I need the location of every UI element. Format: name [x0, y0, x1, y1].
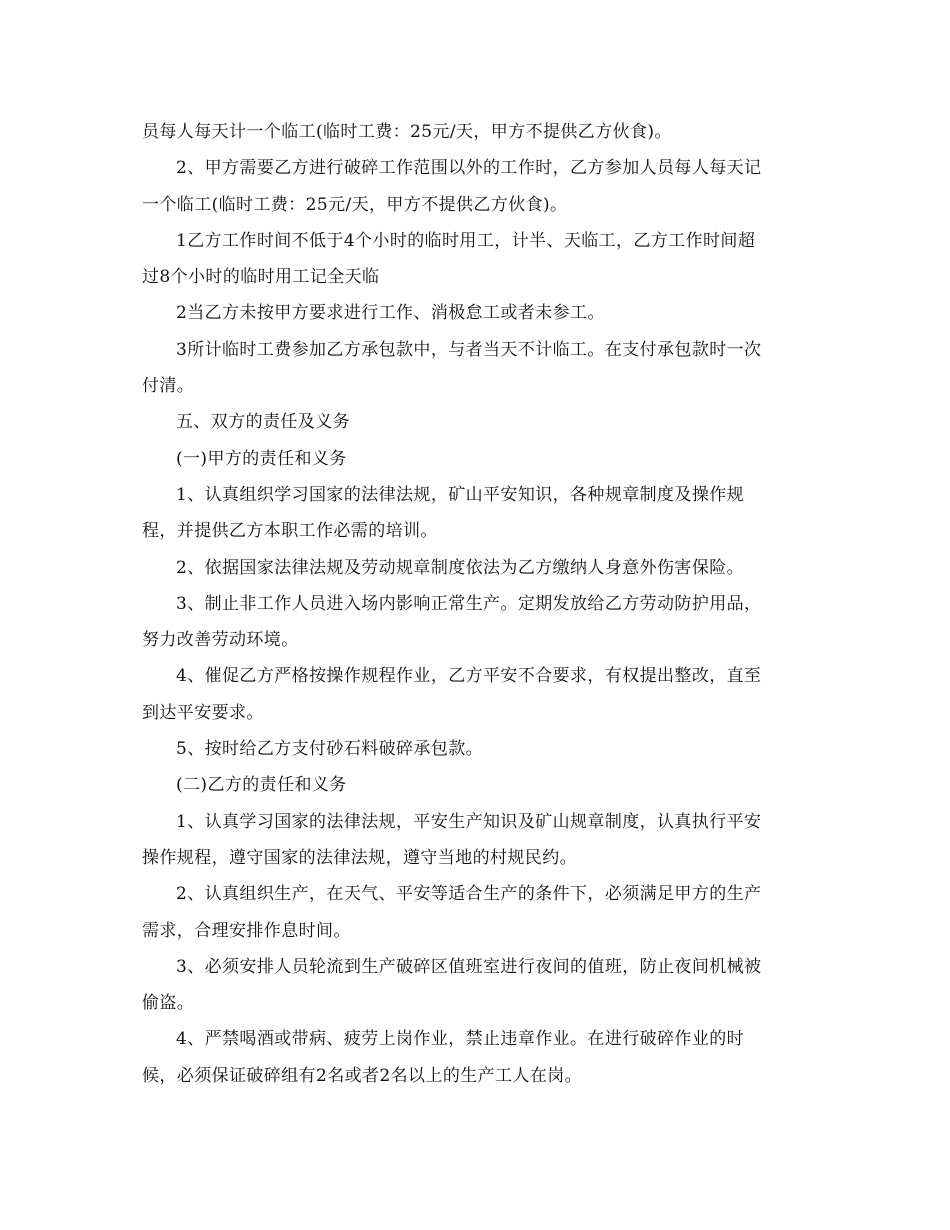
subsection-heading	[142, 767, 814, 803]
section-heading	[142, 404, 814, 440]
text-line: 5、按时给乙方支付砂石料破碎承包款。	[176, 739, 484, 760]
text-line: 3、制止非工作人员进入场内影响正常生产。定期发放给乙方劳动防护用品，	[176, 593, 762, 614]
text-line: (一)甲方的责任和义务	[176, 448, 347, 469]
text-line: 2、认真组织生产，在天气、平安等适合生产的条件下，必须满足甲方的生产	[176, 884, 762, 905]
text-line: 3、必须安排人员轮流到生产破碎区值班室进行夜间的值班，防止夜间机械被	[176, 956, 762, 977]
paragraph	[142, 223, 814, 296]
document-body	[142, 114, 814, 1094]
text-line: 到达平安要求。	[142, 702, 264, 723]
text-line: 4、严禁喝酒或带病、疲劳上岗作业，禁止违章作业。在进行破碎作业的时	[176, 1029, 745, 1050]
paragraph	[142, 114, 814, 150]
text-line: 一个临工(临时工费：25元/天，甲方不提供乙方伙食)。	[142, 194, 568, 215]
paragraph	[142, 332, 814, 405]
text-line: 候，必须保证破碎组有2名或者2名以上的生产工人在岗。	[142, 1065, 583, 1086]
text-line: 1乙方工作时间不低于4个小时的临时用工，计半、天临工，乙方工作时间超	[176, 230, 756, 251]
text-line: 4、催促乙方严格按操作规程作业，乙方平安不合要求，有权提出整改，直至	[176, 666, 762, 687]
paragraph	[142, 731, 814, 767]
text-line: 付清。	[142, 376, 195, 397]
paragraph	[142, 804, 814, 877]
text-line: 程，并提供乙方本职工作必需的培训。	[142, 521, 438, 542]
text-line: 员每人每天计一个临工(临时工费：25元/天，甲方不提供乙方伙食)。	[142, 122, 672, 142]
text-line: 2当乙方未按甲方要求进行工作、消极怠工或者未参工。	[176, 303, 605, 324]
text-line: 1、认真学习国家的法律法规，平安生产知识及矿山规章制度，认真执行平安	[176, 811, 762, 832]
paragraph	[142, 150, 814, 223]
paragraph	[142, 586, 814, 659]
text-line: 1、认真组织学习国家的法律法规，矿山平安知识，各种规章制度及操作规	[176, 484, 745, 505]
paragraph	[142, 876, 814, 949]
text-line: 操作规程，遵守国家的法律法规，遵守当地的村规民约。	[142, 847, 577, 868]
paragraph	[142, 1021, 814, 1094]
text-line: 需求，合理安排作息时间。	[142, 920, 351, 941]
paragraph	[142, 477, 814, 550]
text-line: 过8个小时的临时用工记全天临	[142, 267, 380, 288]
text-line: 2、甲方需要乙方进行破碎工作范围以外的工作时，乙方参加人员每人每天记	[176, 158, 762, 179]
text-line: 2、依据国家法律法规及劳动规章制度依法为乙方缴纳人身意外伤害保险。	[176, 557, 745, 578]
text-line: (二)乙方的责任和义务	[176, 775, 347, 796]
text-line: 偷盗。	[142, 993, 195, 1014]
paragraph	[142, 949, 814, 1022]
subsection-heading	[142, 441, 814, 477]
text-line: 努力改善劳动环境。	[142, 630, 299, 651]
text-line: 五、双方的责任及义务	[176, 412, 350, 433]
paragraph	[142, 295, 814, 331]
paragraph	[142, 658, 814, 731]
text-line: 3所计临时工费参加乙方承包款中，与者当天不计临工。在支付承包款时一次	[176, 339, 762, 360]
paragraph	[142, 550, 814, 586]
